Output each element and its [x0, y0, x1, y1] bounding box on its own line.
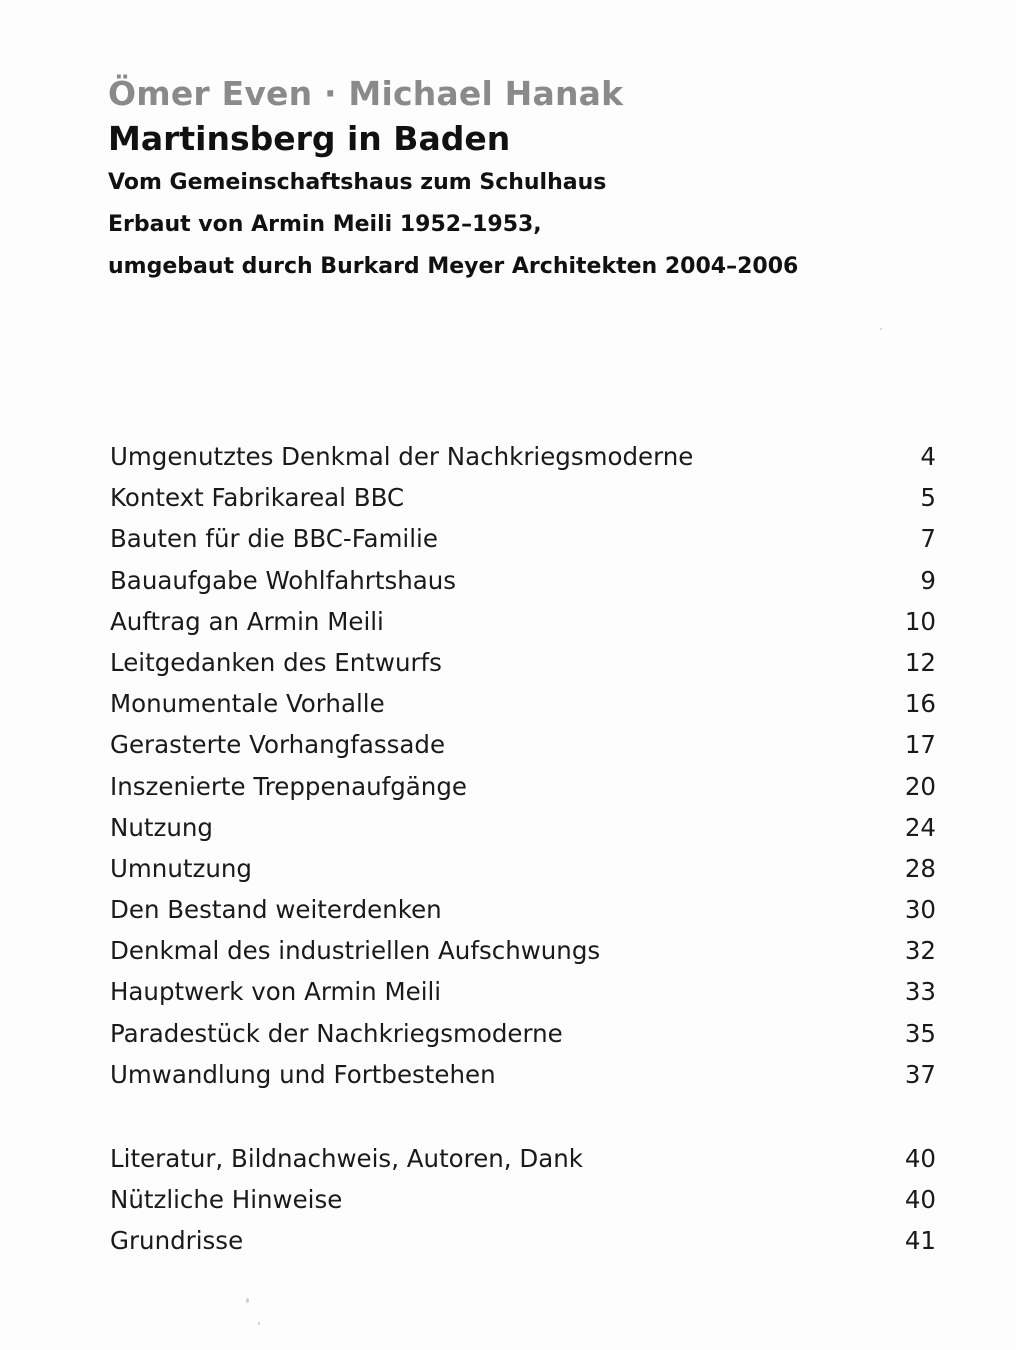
toc-entry-page: 17 [904, 730, 936, 760]
toc-entry-page: 40 [904, 1144, 936, 1173]
toc-entry-page: 10 [904, 606, 936, 636]
toc-entry-page: 28 [904, 853, 936, 883]
toc-entry-title: Nutzung [110, 812, 213, 842]
toc-entry-page: 12 [904, 647, 936, 677]
toc-entry-page: 5 [920, 483, 936, 513]
toc-entry [110, 642, 936, 683]
toc-entry [110, 889, 936, 930]
toc-entry [110, 1179, 936, 1220]
toc-entry-page: 9 [920, 565, 936, 595]
subtitle-line-3: umgebaut durch Burkard Meyer Architekten 2004–2006 [108, 254, 799, 279]
toc-entry [110, 724, 936, 765]
toc-entry-title: Den Bestand weiterdenken [110, 895, 442, 925]
toc-entry-page: 30 [904, 895, 936, 925]
toc-entry [110, 807, 936, 848]
toc-entry-title: Bauten für die BBC-Familie [110, 524, 438, 554]
toc-entry-title: Bauaufgabe Wohlfahrtshaus [110, 565, 457, 595]
toc-entry [110, 1220, 936, 1261]
toc-entry-title: Inszenierte Treppenaufgänge [110, 771, 467, 801]
paper-speck [880, 328, 882, 330]
toc-entry-title: Paradestück der Nachkriegsmoderne [110, 1018, 563, 1048]
table-of-contents-appendix [110, 1138, 936, 1261]
toc-entry-page: 41 [904, 1226, 936, 1255]
authors: Ömer Even · Michael Hanak [108, 74, 624, 113]
toc-entry [110, 560, 936, 601]
toc-entry-page: 32 [904, 936, 936, 966]
toc-entry-title: Umgenutztes Denkmal der Nachkriegsmoderne [110, 442, 694, 471]
toc-entry-page: 24 [904, 812, 936, 842]
toc-entry-title: Umnutzung [110, 853, 252, 883]
toc-entry-title: Hauptwerk von Armin Meili [110, 977, 442, 1007]
toc-entry-page: 20 [904, 771, 936, 801]
toc-entry-title: Denkmal des industriellen Aufschwungs [110, 936, 601, 966]
toc-entry [110, 766, 936, 807]
toc-entry-title: Kontext Fabrikareal BBC [110, 483, 405, 513]
toc-entry [110, 930, 936, 971]
toc-entry-page: 33 [904, 977, 936, 1007]
toc-entry-title: Monumentale Vorhalle [110, 689, 385, 719]
toc-entry [110, 436, 936, 477]
toc-entry-page: 16 [904, 689, 936, 719]
toc-entry-page: 35 [904, 1018, 936, 1048]
table-of-contents [110, 436, 936, 1095]
toc-entry [110, 601, 936, 642]
toc-entry [110, 518, 936, 559]
paper-speck [246, 1298, 249, 1303]
toc-entry-page: 4 [920, 442, 936, 471]
toc-entry-page: 40 [904, 1185, 936, 1214]
toc-entry [110, 848, 936, 889]
toc-entry-title: Gerasterte Vorhangfassade [110, 730, 446, 760]
subtitle-line-1: Vom Gemeinschaftshaus zum Schulhaus [108, 170, 607, 195]
toc-entry-title: Nützliche Hinweise [110, 1185, 343, 1214]
toc-entry-title: Literatur, Bildnachweis, Autoren, Dank [110, 1144, 583, 1173]
toc-entry-page: 37 [904, 1059, 936, 1089]
toc-entry [110, 971, 936, 1012]
toc-entry-title: Umwandlung und Fortbestehen [110, 1059, 496, 1089]
book-title: Martinsberg in Baden [108, 119, 511, 158]
toc-entry [110, 477, 936, 518]
toc-entry [110, 683, 936, 724]
toc-entry-title: Leitgedanken des Entwurfs [110, 647, 442, 677]
paper-speck [258, 1322, 260, 1325]
toc-entry-page: 7 [920, 524, 936, 554]
toc-entry-title: Grundrisse [110, 1226, 244, 1255]
title-block [108, 72, 928, 288]
toc-entry [110, 1054, 936, 1095]
toc-entry [110, 1138, 936, 1179]
toc-entry [110, 1013, 936, 1054]
subtitle-line-2: Erbaut von Armin Meili 1952–1953, [108, 212, 542, 237]
toc-entry-title: Auftrag an Armin Meili [110, 606, 384, 636]
